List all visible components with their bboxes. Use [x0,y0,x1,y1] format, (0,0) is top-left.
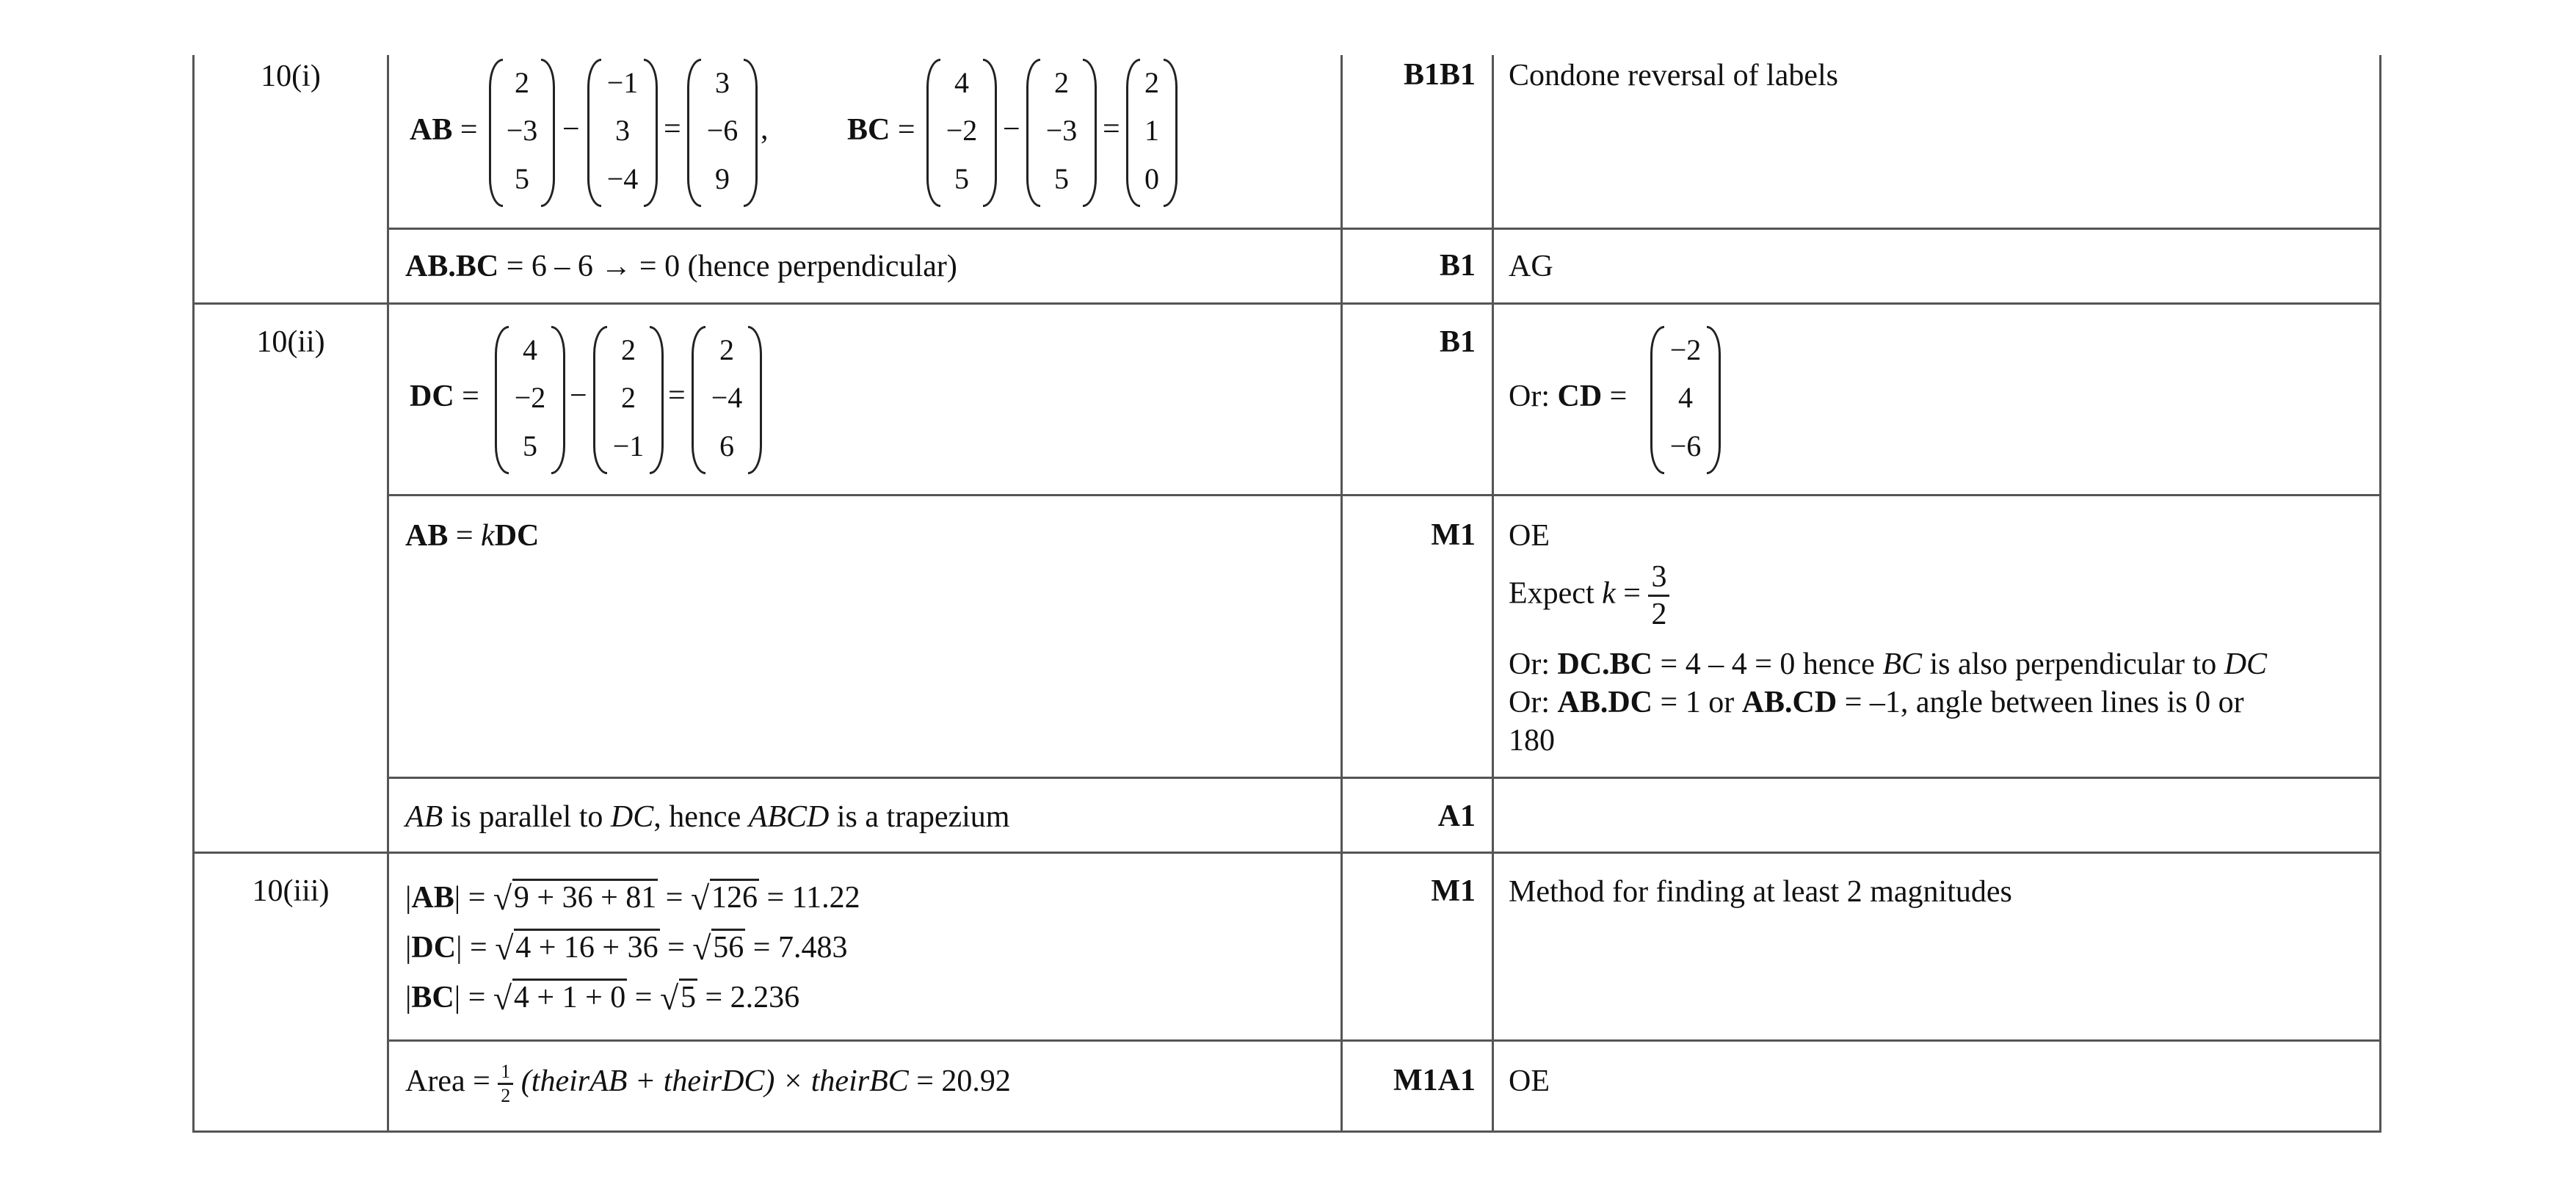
mark-code: M1 [1431,874,1476,908]
mark-code: B1B1 [1403,58,1476,92]
magnitude-bc: |BC| = √ 4 + 1 + 0 = √ 5 = 2.236 [405,979,800,1017]
guidance-note-oe: OE [1509,519,1550,553]
answer-trapezium: AB is parallel to DC, hence ABCD is a trapezium [405,800,1010,834]
vector-ab-result: 3 −6 9 [687,59,758,203]
mark-code: A1 [1437,799,1476,833]
mark-code: M1 [1431,518,1476,552]
guidance-note: Method for finding at least 2 magnitudes [1509,875,2012,909]
vector-ab-2: −1 3 −4 [587,59,658,203]
question-number: 10(iii) [252,874,330,908]
table-border-left [192,55,195,1133]
answer-parallel-relation: AB = kDC [405,519,540,553]
guidance-note-dcbc: Or: DC.BC = 4 – 4 = 0 hence BC is also perpendicular to DC [1509,647,2268,681]
guidance-note-expect-k: Expect k = $\frac{3}{2}$ [1509,559,1669,633]
equals-sign: = [664,112,681,146]
table-border-right [2379,55,2381,1133]
fraction-three-halves: $\frac{3}{2}$ [1648,559,1669,633]
row-divider [192,852,2381,854]
vector-cd: −2 4 −6 [1650,326,1721,470]
row-divider [387,228,2381,230]
equals-sign: = [1103,112,1120,146]
vector-bc-2: 2 −3 5 [1026,59,1097,203]
answer-dot-product: AB.BC = 6 – 6 → = 0 (hence perpendicular) [405,250,957,283]
guidance-note: OE [1509,1064,1550,1098]
table-border-bottom [192,1130,2381,1133]
guidance-note-cd: Or: CD = [1509,380,1628,413]
magnitude-dc: |DC| = √ 4 + 16 + 36 = √ 56 = 7.483 [405,929,848,967]
row-divider [387,777,2381,779]
guidance-note: Condone reversal of labels [1509,59,1839,92]
answer-ab-label: AB = [410,113,478,147]
comma: , [761,112,769,146]
minus-sign: − [570,379,587,413]
mark-code: B1 [1439,249,1476,283]
row-divider [387,494,2381,496]
vector-bc-result: 2 1 0 [1126,59,1178,203]
answer-area: Area = $\frac{1}{2}$ (theirAB + theirDC) × theirBC = 20.92 [405,1061,1011,1106]
mark-code: M1A1 [1393,1064,1476,1097]
equals-sign: = [668,379,686,413]
column-divider-1 [387,55,389,1133]
question-number: 10(i) [261,59,321,93]
vector-dc-result: 2 −4 6 [692,326,762,470]
column-divider-2 [1340,55,1343,1133]
fraction-half: $\frac{1}{2}$ [498,1061,513,1107]
answer-dc-label: DC = [410,380,479,413]
vector-bc-1: 4 −2 5 [926,59,997,203]
guidance-note: AG [1509,250,1553,283]
answer-bc-label: BC = [847,113,915,147]
vector-ab-1: 2 −3 5 [489,59,555,203]
column-divider-3 [1492,55,1494,1133]
row-divider [387,1039,2381,1042]
minus-sign: − [1003,112,1020,146]
vector-dc-2: 2 2 −1 [593,326,664,470]
vector-dc-1: 4 −2 5 [495,326,565,470]
minus-sign: − [562,112,580,146]
mark-code: B1 [1439,325,1476,359]
guidance-note-abdc: Or: AB.DC = 1 or AB.CD = –1, angle between lines is 0 or [1509,686,2244,719]
row-divider [192,302,2381,305]
magnitude-ab: |AB| = √ 9 + 36 + 81 = √ 126 = 11.22 [405,879,860,917]
question-number: 10(ii) [256,325,325,359]
guidance-note-180: 180 [1509,724,1555,758]
